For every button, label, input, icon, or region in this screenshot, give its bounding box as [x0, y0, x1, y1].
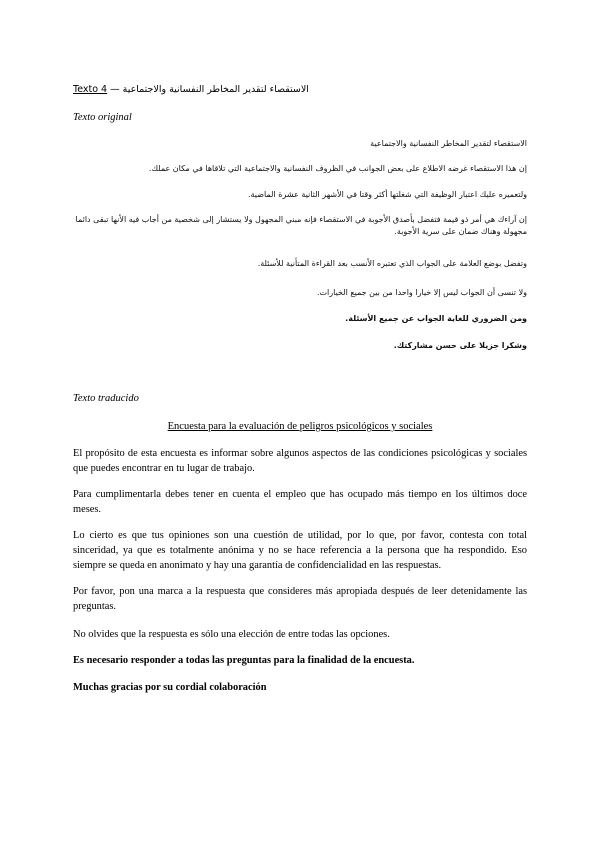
- text-number-label: Texto 4: [73, 84, 108, 95]
- original-paragraph: إن هذا الاستقصاء غرضه الاطلاع على بعض الجوانب في الظروف النفسانية والاجتماعية التي تلاقاها في مكان عملك.: [148, 164, 527, 173]
- translated-paragraph: El propósito de esta encuesta es informar sobre algunos aspectos de las condiciones psicológicas y sociales que puedes encontrar en tu lugar de trabajo.: [73, 448, 527, 474]
- heading-separator: —: [110, 84, 120, 95]
- translated-paragraph: No olvides que la respuesta es sólo una elección de entre todas las opciones.: [73, 629, 390, 640]
- original-title: الاستقصاء لتقدير المخاطر النفسانية والاجتماعية: [370, 139, 527, 148]
- original-paragraph: ولا تنسى أن الجواب ليس إلا خيارا واحدا من بين جميع الخيارات.: [316, 288, 527, 297]
- translated-section-label: Texto traducido: [73, 393, 139, 404]
- original-section-label: Texto original: [73, 112, 132, 123]
- heading-arabic-title: الاستقصاء لتقدير المخاطر النفسانية والاجتماعية: [122, 84, 309, 95]
- original-paragraph: إن آراءك هي أمر ذو قيمة فتفضل بأصدق الأجوبة في الاستقصاء فإنه مبني المجهول ولا يستشار إلى شخصية من أجاب فيه الأنها تبقى دائما مجهولة وهناك ضمان على سرية الأجوبة.: [75, 215, 527, 236]
- original-paragraph: وتفضل بوضع العلامة على الجواب الذي تعتبره الأنسب بعد القراءة المتأنية للأسئلة.: [257, 259, 527, 268]
- translated-paragraph: Por favor, pon una marca a la respuesta que consideres más apropiada después de leer detenidamente las preguntas.: [73, 586, 527, 612]
- original-paragraph: ولتعميره عليك اعتبار الوظيفة التي شغلتها أكثر وقتا في الأشهر الثانية عشرة الماضية.: [247, 190, 527, 199]
- document-heading: [73, 84, 309, 95]
- translated-paragraph: Lo cierto es que tus opiniones son una cuestión de utilidad, por lo que, por favor, contesta con total sinceridad, ya que es totalmente anónima y no se hace referencia a la persona que ha respondido. Eso siempre se queda en anonimato y hay una garantía de confidencialidad en las respuestas.: [73, 530, 527, 571]
- original-paragraph-bold: وشكرا جزيلا على حسن مشاركتك.: [393, 341, 527, 350]
- translated-paragraph-bold: Es necesario responder a todas las preguntas para la finalidad de la encuesta.: [73, 655, 415, 666]
- translated-title: Encuesta para la evaluación de peligros psicológicos y sociales: [167, 421, 433, 432]
- translated-paragraph-bold: Muchas gracias por su cordial colaboración: [73, 682, 267, 693]
- original-paragraph-bold: ومن الضروري للغاية الجواب عن جميع الأسئلة.: [345, 314, 527, 323]
- translated-paragraph: Para cumplimentarla debes tener en cuenta el empleo que has ocupado más tiempo en los últimos doce meses.: [73, 489, 527, 515]
